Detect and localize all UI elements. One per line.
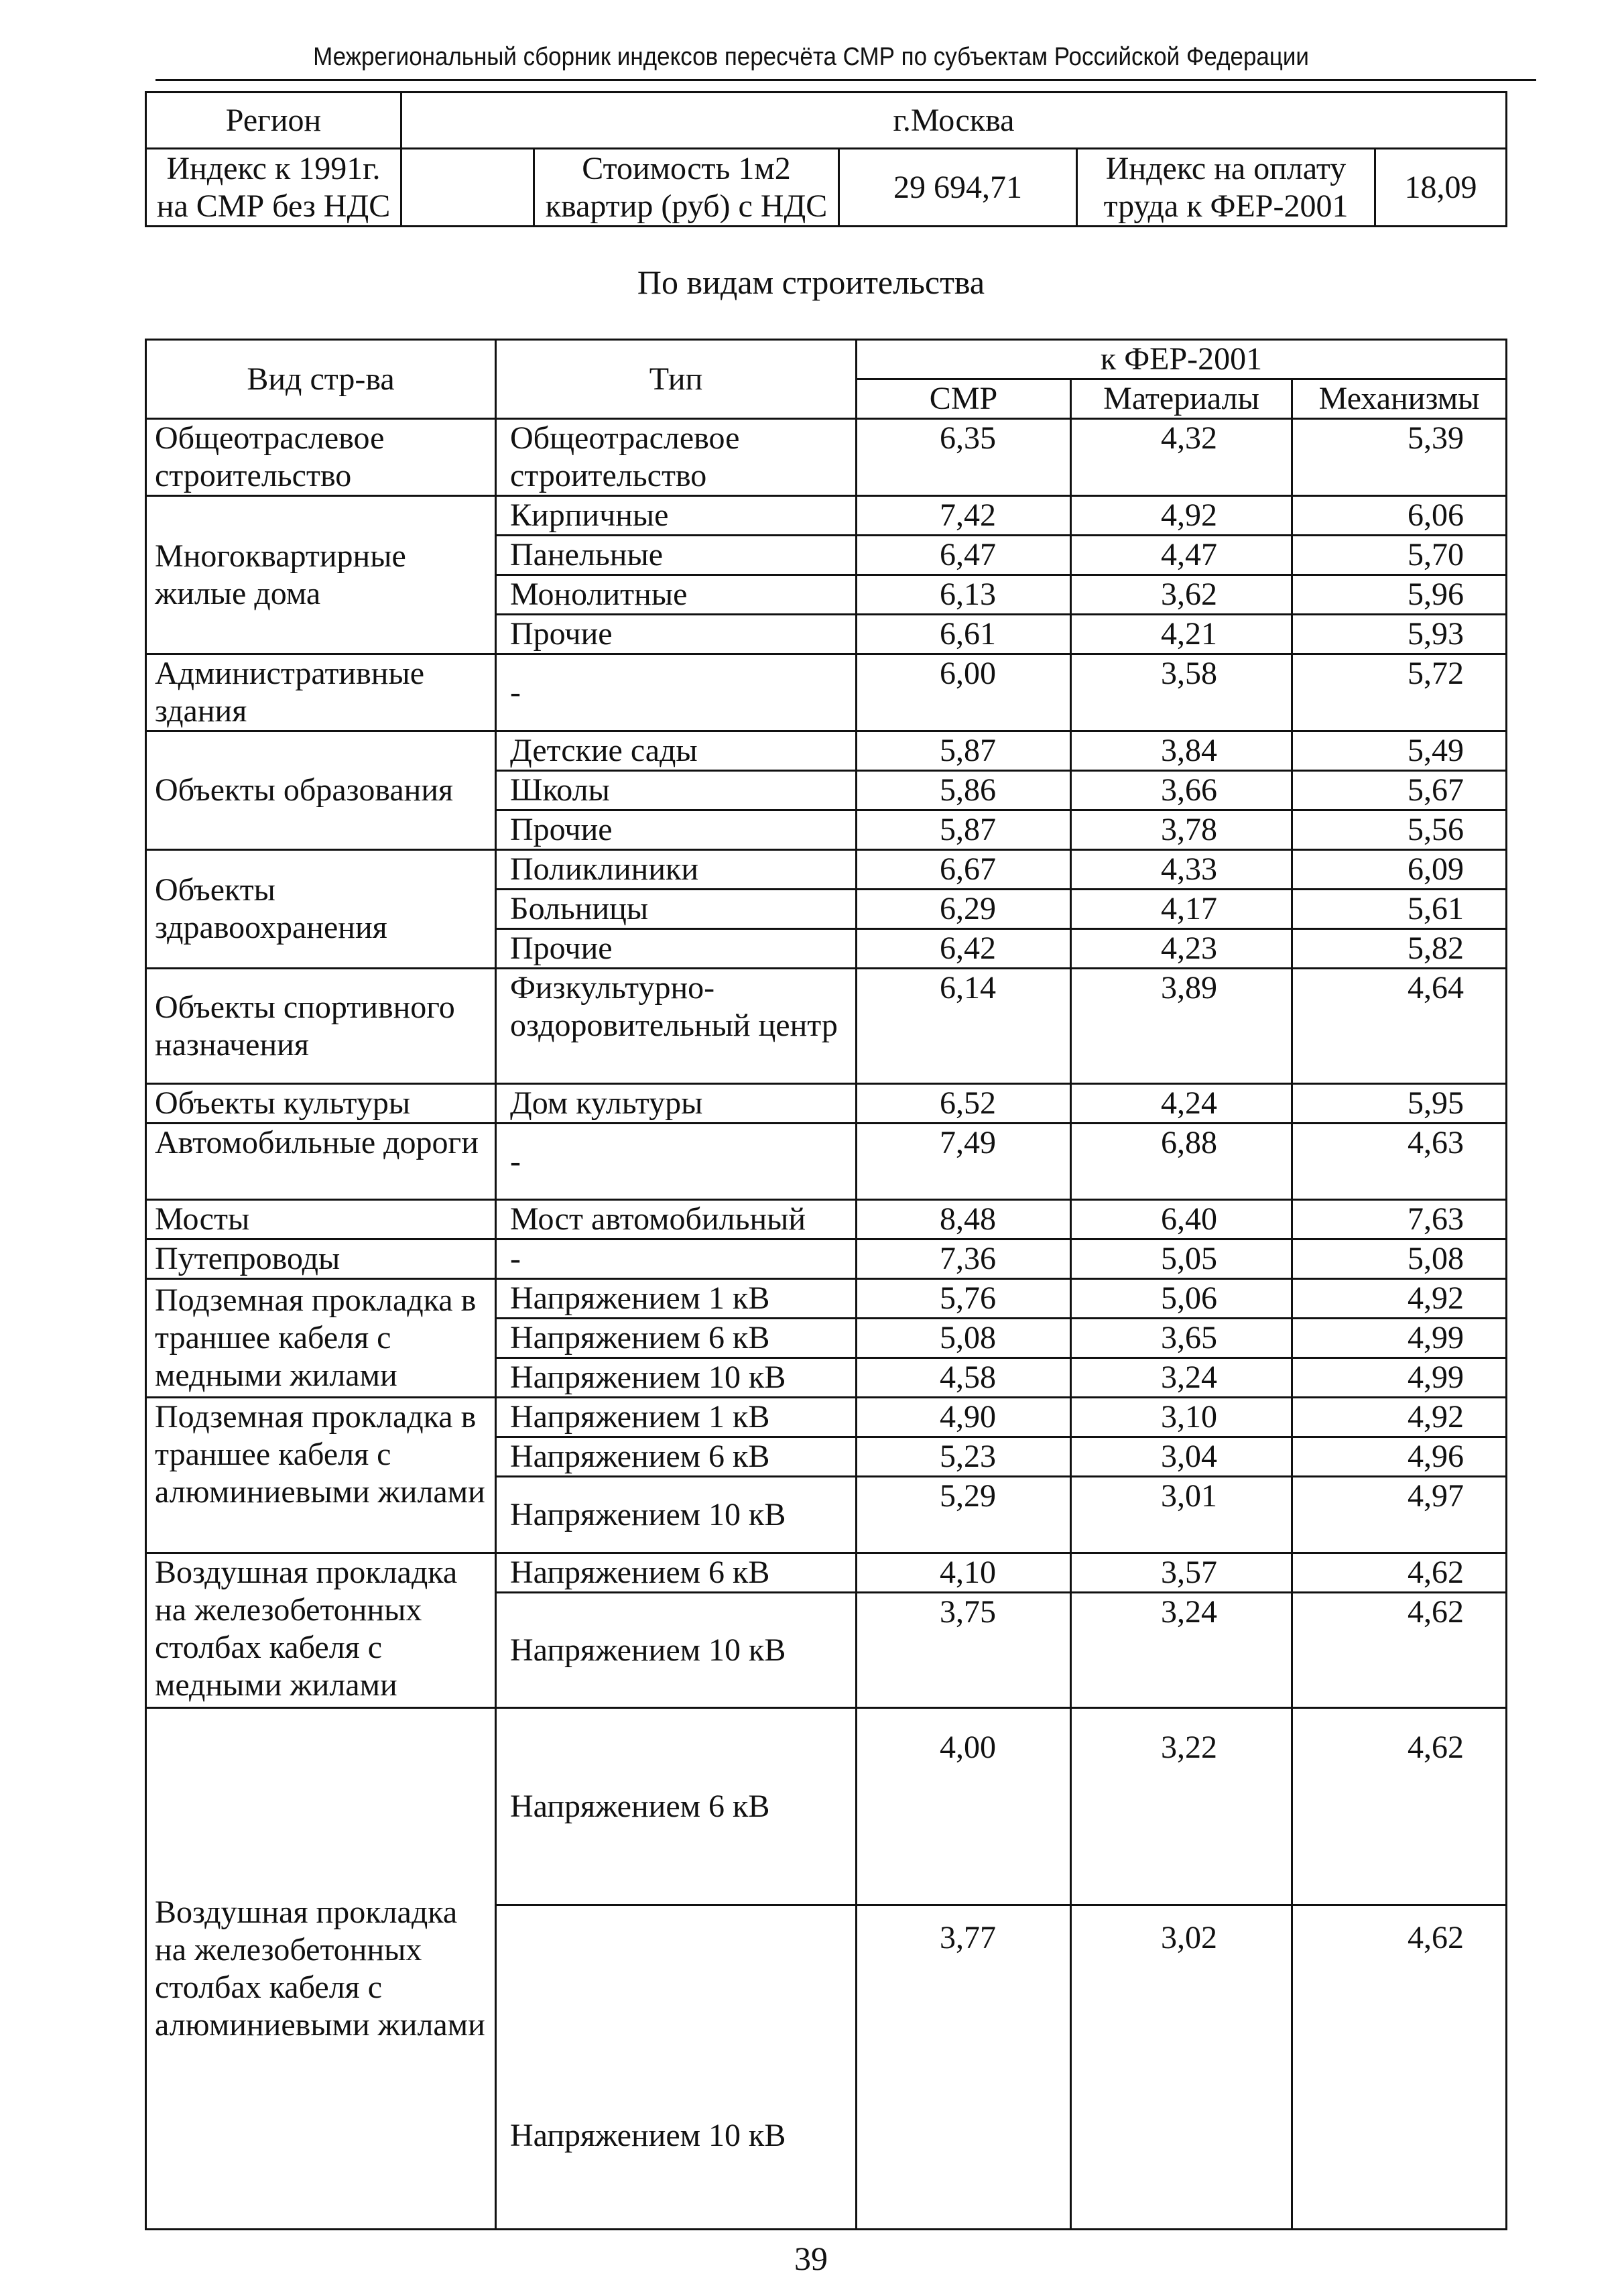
table-row bbox=[146, 969, 1507, 1084]
smr-cell: 6,42 bbox=[857, 929, 1071, 969]
type-cell: - bbox=[496, 654, 857, 731]
table-row bbox=[146, 1708, 1507, 1905]
machines-cell: 5,96 bbox=[1292, 575, 1507, 615]
smr-cell: 6,35 bbox=[857, 419, 1071, 496]
region-value: г.Москва bbox=[401, 93, 1507, 149]
materials-cell: 3,24 bbox=[1071, 1593, 1292, 1708]
type-cell: Напряжением 6 кВ bbox=[496, 1319, 857, 1358]
category-cell: Путепроводы bbox=[146, 1240, 496, 1279]
materials-cell: 3,89 bbox=[1071, 969, 1292, 1084]
machines-cell: 4,62 bbox=[1292, 1553, 1507, 1593]
category-cell: Подземная прокладка в траншее кабеля с алюминиевыми жилами bbox=[146, 1398, 496, 1553]
type-cell: - bbox=[496, 1240, 857, 1279]
header-type: Тип bbox=[496, 340, 857, 419]
smr-cell: 5,23 bbox=[857, 1437, 1071, 1477]
smr-cell: 7,42 bbox=[857, 496, 1071, 536]
materials-cell: 3,58 bbox=[1071, 654, 1292, 731]
type-cell: Панельные bbox=[496, 536, 857, 575]
machines-cell: 5,95 bbox=[1292, 1084, 1507, 1124]
type-cell: - bbox=[496, 1124, 857, 1200]
type-cell: Физкультурно-оздоровительный центр bbox=[496, 969, 857, 1084]
machines-cell: 4,99 bbox=[1292, 1358, 1507, 1398]
index-1991-label: Индекс к 1991г. на СМР без НДС bbox=[146, 149, 401, 227]
smr-cell: 5,87 bbox=[857, 731, 1071, 771]
category-cell: Воздушная прокладка на железобетонных столбах кабеля с медными жилами bbox=[146, 1553, 496, 1708]
category-cell: Объекты спортивного назначения bbox=[146, 969, 496, 1084]
cost-value: 29 694,71 bbox=[839, 149, 1077, 227]
materials-cell: 3,22 bbox=[1071, 1708, 1292, 1905]
machines-cell: 5,56 bbox=[1292, 810, 1507, 850]
smr-cell: 4,90 bbox=[857, 1398, 1071, 1437]
smr-cell: 5,87 bbox=[857, 810, 1071, 850]
materials-cell: 5,05 bbox=[1071, 1240, 1292, 1279]
materials-cell: 4,17 bbox=[1071, 890, 1292, 929]
type-cell: Кирпичные bbox=[496, 496, 857, 536]
smr-cell: 3,77 bbox=[857, 1905, 1071, 2230]
category-cell: Объекты образования bbox=[146, 731, 496, 850]
machines-cell: 4,97 bbox=[1292, 1477, 1507, 1553]
machines-cell: 5,93 bbox=[1292, 615, 1507, 654]
materials-cell: 3,02 bbox=[1071, 1905, 1292, 2230]
cost-label: Стоимость 1м2 квартир (руб) с НДС bbox=[534, 149, 839, 227]
machines-cell: 4,96 bbox=[1292, 1437, 1507, 1477]
materials-cell: 3,78 bbox=[1071, 810, 1292, 850]
machines-cell: 5,61 bbox=[1292, 890, 1507, 929]
materials-cell: 3,66 bbox=[1071, 771, 1292, 810]
materials-cell: 4,23 bbox=[1071, 929, 1292, 969]
table-row bbox=[146, 1553, 1507, 1593]
smr-cell: 5,29 bbox=[857, 1477, 1071, 1553]
machines-cell: 4,62 bbox=[1292, 1905, 1507, 2230]
smr-cell: 4,58 bbox=[857, 1358, 1071, 1398]
smr-cell: 7,36 bbox=[857, 1240, 1071, 1279]
machines-cell: 5,82 bbox=[1292, 929, 1507, 969]
materials-cell: 3,57 bbox=[1071, 1553, 1292, 1593]
type-cell: Напряжением 1 кВ bbox=[496, 1279, 857, 1319]
table-row bbox=[146, 419, 1507, 496]
labor-index-value: 18,09 bbox=[1375, 149, 1507, 227]
region-table bbox=[145, 91, 1507, 227]
materials-cell: 4,21 bbox=[1071, 615, 1292, 654]
machines-cell: 5,49 bbox=[1292, 731, 1507, 771]
category-cell: Автомобильные дороги bbox=[146, 1124, 496, 1200]
smr-cell: 6,14 bbox=[857, 969, 1071, 1084]
type-cell: Мост автомобильный bbox=[496, 1200, 857, 1240]
smr-cell: 6,67 bbox=[857, 850, 1071, 890]
machines-cell: 6,09 bbox=[1292, 850, 1507, 890]
machines-cell: 5,70 bbox=[1292, 536, 1507, 575]
construction-index-table bbox=[145, 339, 1507, 2230]
materials-cell: 3,24 bbox=[1071, 1358, 1292, 1398]
table-row bbox=[146, 496, 1507, 536]
machines-cell: 4,99 bbox=[1292, 1319, 1507, 1358]
type-cell: Больницы bbox=[496, 890, 857, 929]
materials-cell: 4,33 bbox=[1071, 850, 1292, 890]
machines-cell: 5,39 bbox=[1292, 419, 1507, 496]
category-cell: Мосты bbox=[146, 1200, 496, 1240]
table-row bbox=[146, 654, 1507, 731]
machines-cell: 4,62 bbox=[1292, 1593, 1507, 1708]
smr-cell: 6,00 bbox=[857, 654, 1071, 731]
materials-cell: 4,47 bbox=[1071, 536, 1292, 575]
page-header: Межрегиональный сборник индексов пересчёта СМР по субъектам Российской Федерации bbox=[313, 43, 1309, 71]
page-number: 39 bbox=[794, 2240, 828, 2277]
header-smr: СМР bbox=[857, 379, 1071, 419]
machines-cell: 4,63 bbox=[1292, 1124, 1507, 1200]
table-header-row bbox=[146, 340, 1507, 379]
category-cell: Подземная прокладка в траншее кабеля с медными жилами bbox=[146, 1279, 496, 1398]
index-1991-value bbox=[401, 149, 534, 227]
smr-cell: 5,86 bbox=[857, 771, 1071, 810]
smr-cell: 7,49 bbox=[857, 1124, 1071, 1200]
smr-cell: 6,29 bbox=[857, 890, 1071, 929]
machines-cell: 4,62 bbox=[1292, 1708, 1507, 1905]
region-label: Регион bbox=[146, 93, 401, 149]
header-rule bbox=[155, 79, 1536, 81]
materials-cell: 6,88 bbox=[1071, 1124, 1292, 1200]
materials-cell: 6,40 bbox=[1071, 1200, 1292, 1240]
materials-cell: 5,06 bbox=[1071, 1279, 1292, 1319]
materials-cell: 3,65 bbox=[1071, 1319, 1292, 1358]
category-cell: Объекты культуры bbox=[146, 1084, 496, 1124]
category-cell: Административные здания bbox=[146, 654, 496, 731]
smr-cell: 4,10 bbox=[857, 1553, 1071, 1593]
category-cell: Многоквартирные жилые дома bbox=[146, 496, 496, 654]
machines-cell: 5,67 bbox=[1292, 771, 1507, 810]
smr-cell: 6,52 bbox=[857, 1084, 1071, 1124]
smr-cell: 6,47 bbox=[857, 536, 1071, 575]
machines-cell: 4,64 bbox=[1292, 969, 1507, 1084]
type-cell: Монолитные bbox=[496, 575, 857, 615]
type-cell: Прочие bbox=[496, 615, 857, 654]
header-materials: Материалы bbox=[1071, 379, 1292, 419]
header-kind: Вид стр-ва bbox=[146, 340, 496, 419]
type-cell: Напряжением 6 кВ bbox=[496, 1553, 857, 1593]
type-cell: Дом культуры bbox=[496, 1084, 857, 1124]
type-cell: Напряжением 6 кВ bbox=[496, 1437, 857, 1477]
materials-cell: 3,01 bbox=[1071, 1477, 1292, 1553]
type-cell: Напряжением 10 кВ bbox=[496, 1358, 857, 1398]
materials-cell: 3,84 bbox=[1071, 731, 1292, 771]
machines-cell: 5,72 bbox=[1292, 654, 1507, 731]
table-row bbox=[146, 1398, 1507, 1437]
materials-cell: 4,32 bbox=[1071, 419, 1292, 496]
category-cell: Объекты здравоохранения bbox=[146, 850, 496, 969]
smr-cell: 8,48 bbox=[857, 1200, 1071, 1240]
machines-cell: 4,92 bbox=[1292, 1279, 1507, 1319]
type-cell: Прочие bbox=[496, 810, 857, 850]
machines-cell: 5,08 bbox=[1292, 1240, 1507, 1279]
type-cell: Напряжением 1 кВ bbox=[496, 1398, 857, 1437]
category-cell: Общеотраслевое строительство bbox=[146, 419, 496, 496]
machines-cell: 7,63 bbox=[1292, 1200, 1507, 1240]
smr-cell: 5,08 bbox=[857, 1319, 1071, 1358]
smr-cell: 6,61 bbox=[857, 615, 1071, 654]
table-row bbox=[146, 731, 1507, 771]
type-cell: Напряжением 10 кВ bbox=[496, 1593, 857, 1708]
machines-cell: 6,06 bbox=[1292, 496, 1507, 536]
smr-cell: 6,13 bbox=[857, 575, 1071, 615]
header-machines: Механизмы bbox=[1292, 379, 1507, 419]
smr-cell: 4,00 bbox=[857, 1708, 1071, 1905]
type-cell: Поликлиники bbox=[496, 850, 857, 890]
labor-index-label: Индекс на оплату труда к ФЕР-2001 bbox=[1077, 149, 1375, 227]
materials-cell: 3,62 bbox=[1071, 575, 1292, 615]
type-cell: Прочие bbox=[496, 929, 857, 969]
materials-cell: 3,04 bbox=[1071, 1437, 1292, 1477]
materials-cell: 3,10 bbox=[1071, 1398, 1292, 1437]
type-cell: Школы bbox=[496, 771, 857, 810]
smr-cell: 3,75 bbox=[857, 1593, 1071, 1708]
materials-cell: 4,92 bbox=[1071, 496, 1292, 536]
table-row bbox=[146, 1279, 1507, 1319]
header-fer-2001: к ФЕР-2001 bbox=[857, 340, 1507, 379]
table-row bbox=[146, 1124, 1507, 1200]
type-cell: Напряжением 6 кВ bbox=[496, 1708, 857, 1905]
section-title: По видам строительства bbox=[637, 263, 985, 301]
table-row bbox=[146, 1240, 1507, 1279]
table-row bbox=[146, 1084, 1507, 1124]
type-cell: Детские сады bbox=[496, 731, 857, 771]
category-cell: Воздушная прокладка на железобетонных столбах кабеля с алюминиевыми жилами bbox=[146, 1708, 496, 2230]
machines-cell: 4,92 bbox=[1292, 1398, 1507, 1437]
materials-cell: 4,24 bbox=[1071, 1084, 1292, 1124]
type-cell: Напряжением 10 кВ bbox=[496, 1905, 857, 2230]
table-row bbox=[146, 850, 1507, 890]
table-row bbox=[146, 1200, 1507, 1240]
type-cell: Напряжением 10 кВ bbox=[496, 1477, 857, 1553]
smr-cell: 5,76 bbox=[857, 1279, 1071, 1319]
type-cell: Общеотраслевое строительство bbox=[496, 419, 857, 496]
